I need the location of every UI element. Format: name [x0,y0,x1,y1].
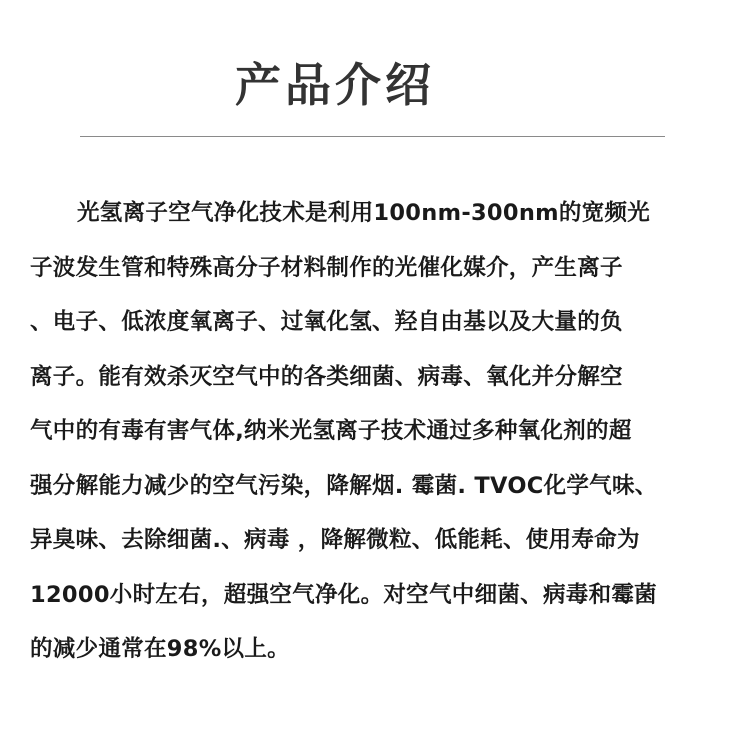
title-divider [80,136,665,137]
paragraph-line: 的减少通常在98%以上。 [30,636,290,662]
paragraph-line: 12000小时左右，超强空气净化。对空气中细菌、病毒和霉菌 [30,581,657,608]
paragraph-line: 气中的有毒有害气体,纳米光氢离子技术通过多种氧化剂的超 [30,418,632,444]
paragraph-line: 子波发生管和特殊高分子材料制作的光催化媒介，产生离子 [30,254,623,281]
page-title: 产品介绍 [235,58,435,112]
paragraph-line: 异臭味、去除细菌.、病毒 ，降解微粒、低能耗、使用寿命为 [30,527,640,553]
paragraph-line: 强分解能力减少的空气污染，降解烟. 霉菌. TVOC化学气味、 [30,472,658,499]
paragraph-line: 、电子、低浓度氧离子、过氧化氢、羟自由基以及大量的负 [30,309,623,335]
product-description [30,190,720,681]
paragraph-line: 离子。能有效杀灭空气中的各类细菌、病毒、氧化并分解空 [30,363,623,390]
paragraph-line: 光氢离子空气净化技术是利用100nm-300nm的宽频光 [77,200,651,226]
